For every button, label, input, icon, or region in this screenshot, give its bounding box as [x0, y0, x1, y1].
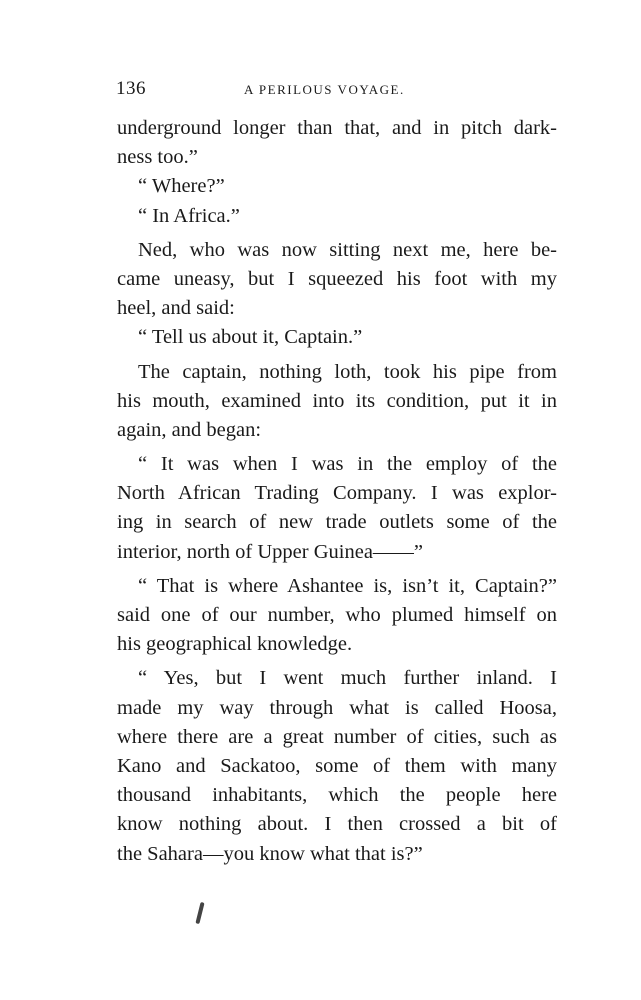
text-line: know nothing about. I then crossed a bit of: [117, 813, 557, 836]
text-line: made my way through what is called Hoosa,: [117, 696, 557, 719]
text-line: North African Trading Company. I was explor-: [117, 482, 557, 505]
text-line: Ned, who was now sitting next me, here be-: [138, 238, 557, 261]
text-line: “ Yes, but I went much further inland. I: [138, 667, 557, 690]
text-line: “ Where?”: [138, 175, 225, 198]
running-head: [116, 78, 536, 102]
text-line: ness too.”: [117, 146, 198, 169]
text-line: thousand inhabitants, which the people here: [117, 784, 557, 807]
body-text: [117, 114, 557, 869]
text-line: said one of our number, who plumed himself on: [117, 604, 557, 626]
text-line: where there are a great number of cities, such as: [117, 725, 557, 748]
text-line: interior, north of Upper Guinea——”: [117, 540, 424, 563]
ink-mark: [195, 902, 204, 924]
running-title: A PERILOUS VOYAGE.: [244, 82, 405, 97]
text-line: his mouth, examined into its condition, put it in: [117, 389, 557, 412]
text-line: The captain, nothing loth, took his pipe from: [138, 360, 557, 383]
text-line: the Sahara—you know what that is?”: [117, 842, 423, 865]
text-line: ing in search of new trade outlets some of the: [117, 511, 557, 534]
text-line: came uneasy, but I squeezed his foot with my: [117, 267, 557, 290]
text-line: “ Tell us about it, Captain.”: [138, 326, 363, 349]
page-number: 136: [116, 78, 146, 99]
text-line: underground longer than that, and in pitch dark-: [117, 117, 557, 139]
text-line: again, and began:: [117, 418, 262, 441]
text-line: “ In Africa.”: [138, 204, 240, 227]
text-line: “ It was when I was in the employ of the: [138, 453, 557, 476]
text-line: “ That is where Ashantee is, isn’t it, Captain?”: [138, 574, 557, 597]
text-line: his geographical knowledge.: [117, 633, 353, 656]
text-line: Kano and Sackatoo, some of them with many: [117, 754, 557, 777]
text-line: heel, and said:: [117, 297, 235, 320]
